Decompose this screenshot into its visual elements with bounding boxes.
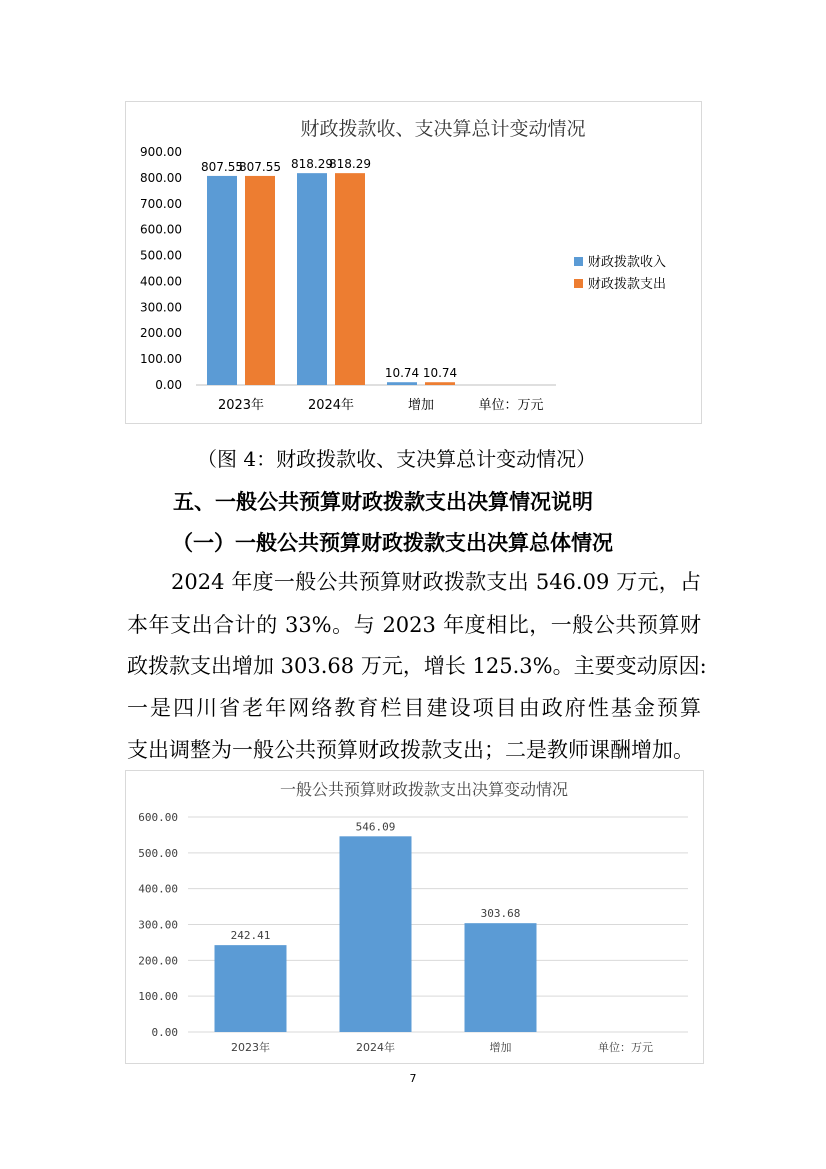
legend-swatch [574,257,583,266]
bar [207,176,237,385]
paragraph-line: 2024 年度一般公共预算财政拨款支出 546.09 万元，占 [171,570,701,594]
paragraph-line: 一是四川省老年网络教育栏目建设项目由政府性基金预算 [127,696,701,720]
data-label: 10.74 [384,366,420,381]
x-tick-label: 增加 [407,398,435,413]
paragraph-line: 政拨款支出增加 303.68 万元，增长 125.3%。主要变动原因: [127,654,707,678]
x-tick-label: 单位：万元 [598,1041,653,1054]
y-tick-label: 700.00 [140,196,182,211]
bar [215,945,287,1032]
y-tick-label: 500.00 [138,846,178,860]
y-tick-label: 0.00 [155,378,182,392]
chart-income-expense-svg [126,102,701,423]
y-tick-label: 400.00 [138,882,178,896]
x-tick-label: 单位：万元 [478,398,544,413]
y-tick-label: 300.00 [138,918,178,932]
bar [425,382,455,385]
chart-general-budget-svg [126,771,703,1063]
bar [387,382,417,385]
data-label: 546.09 [355,820,396,834]
chart-general-budget-expense [125,770,704,1064]
bar [297,173,327,385]
y-tick-label: 200.00 [138,954,178,968]
bar [335,173,365,385]
x-tick-label: 2024年 [356,1041,395,1054]
y-tick-label: 100.00 [138,990,178,1004]
data-label: 807.55 [239,159,281,174]
paragraph-line: 支出调整为一般公共预算财政拨款支出；二是教师课酬增加。 [127,738,694,762]
y-tick-label: 200.00 [140,326,182,341]
paragraph-line: 本年支出合计的 33%。与 2023 年度相比，一般公共预算财 [127,613,701,637]
data-label: 10.74 [422,366,458,381]
x-tick-label: 2024年 [307,398,355,413]
legend-swatch [574,279,583,288]
data-label: 303.68 [480,907,521,921]
legend-label: 财政拨款收入 [588,255,667,270]
y-tick-label: 500.00 [140,248,182,263]
data-label: 818.29 [329,157,371,172]
bar [245,176,275,385]
y-tick-label: 100.00 [140,352,182,367]
bar [340,836,412,1032]
figure-caption: （图 4：财政拨款收、支决算总计变动情况） [197,447,597,471]
legend-label: 财政拨款支出 [588,277,667,292]
bar [465,923,537,1032]
y-tick-label: 600.00 [140,222,182,237]
section-heading: 五、一般公共预算财政拨款支出决算情况说明 [173,490,593,514]
y-tick-label: 600.00 [138,811,178,824]
chart-title: 一般公共预算财政拨款支出决算变动情况 [279,780,569,799]
section-subheading: （一）一般公共预算财政拨款支出决算总体情况 [172,531,613,555]
y-tick-label: 0.00 [151,1026,178,1039]
x-tick-label: 2023年 [231,1041,270,1054]
y-tick-label: 800.00 [140,170,182,185]
x-tick-label: 增加 [489,1041,512,1054]
y-tick-label: 400.00 [140,274,182,289]
page-number: 7 [409,1072,417,1085]
chart-income-expense-total [125,101,702,424]
chart-title: 财政拨款收、支决算总计变动情况 [300,118,586,140]
x-tick-label: 2023年 [217,398,265,413]
data-label: 242.41 [230,929,271,943]
y-tick-label: 300.00 [140,300,182,315]
y-tick-label: 900.00 [140,145,182,159]
data-label: 818.29 [291,157,333,172]
data-label: 807.55 [201,159,243,174]
